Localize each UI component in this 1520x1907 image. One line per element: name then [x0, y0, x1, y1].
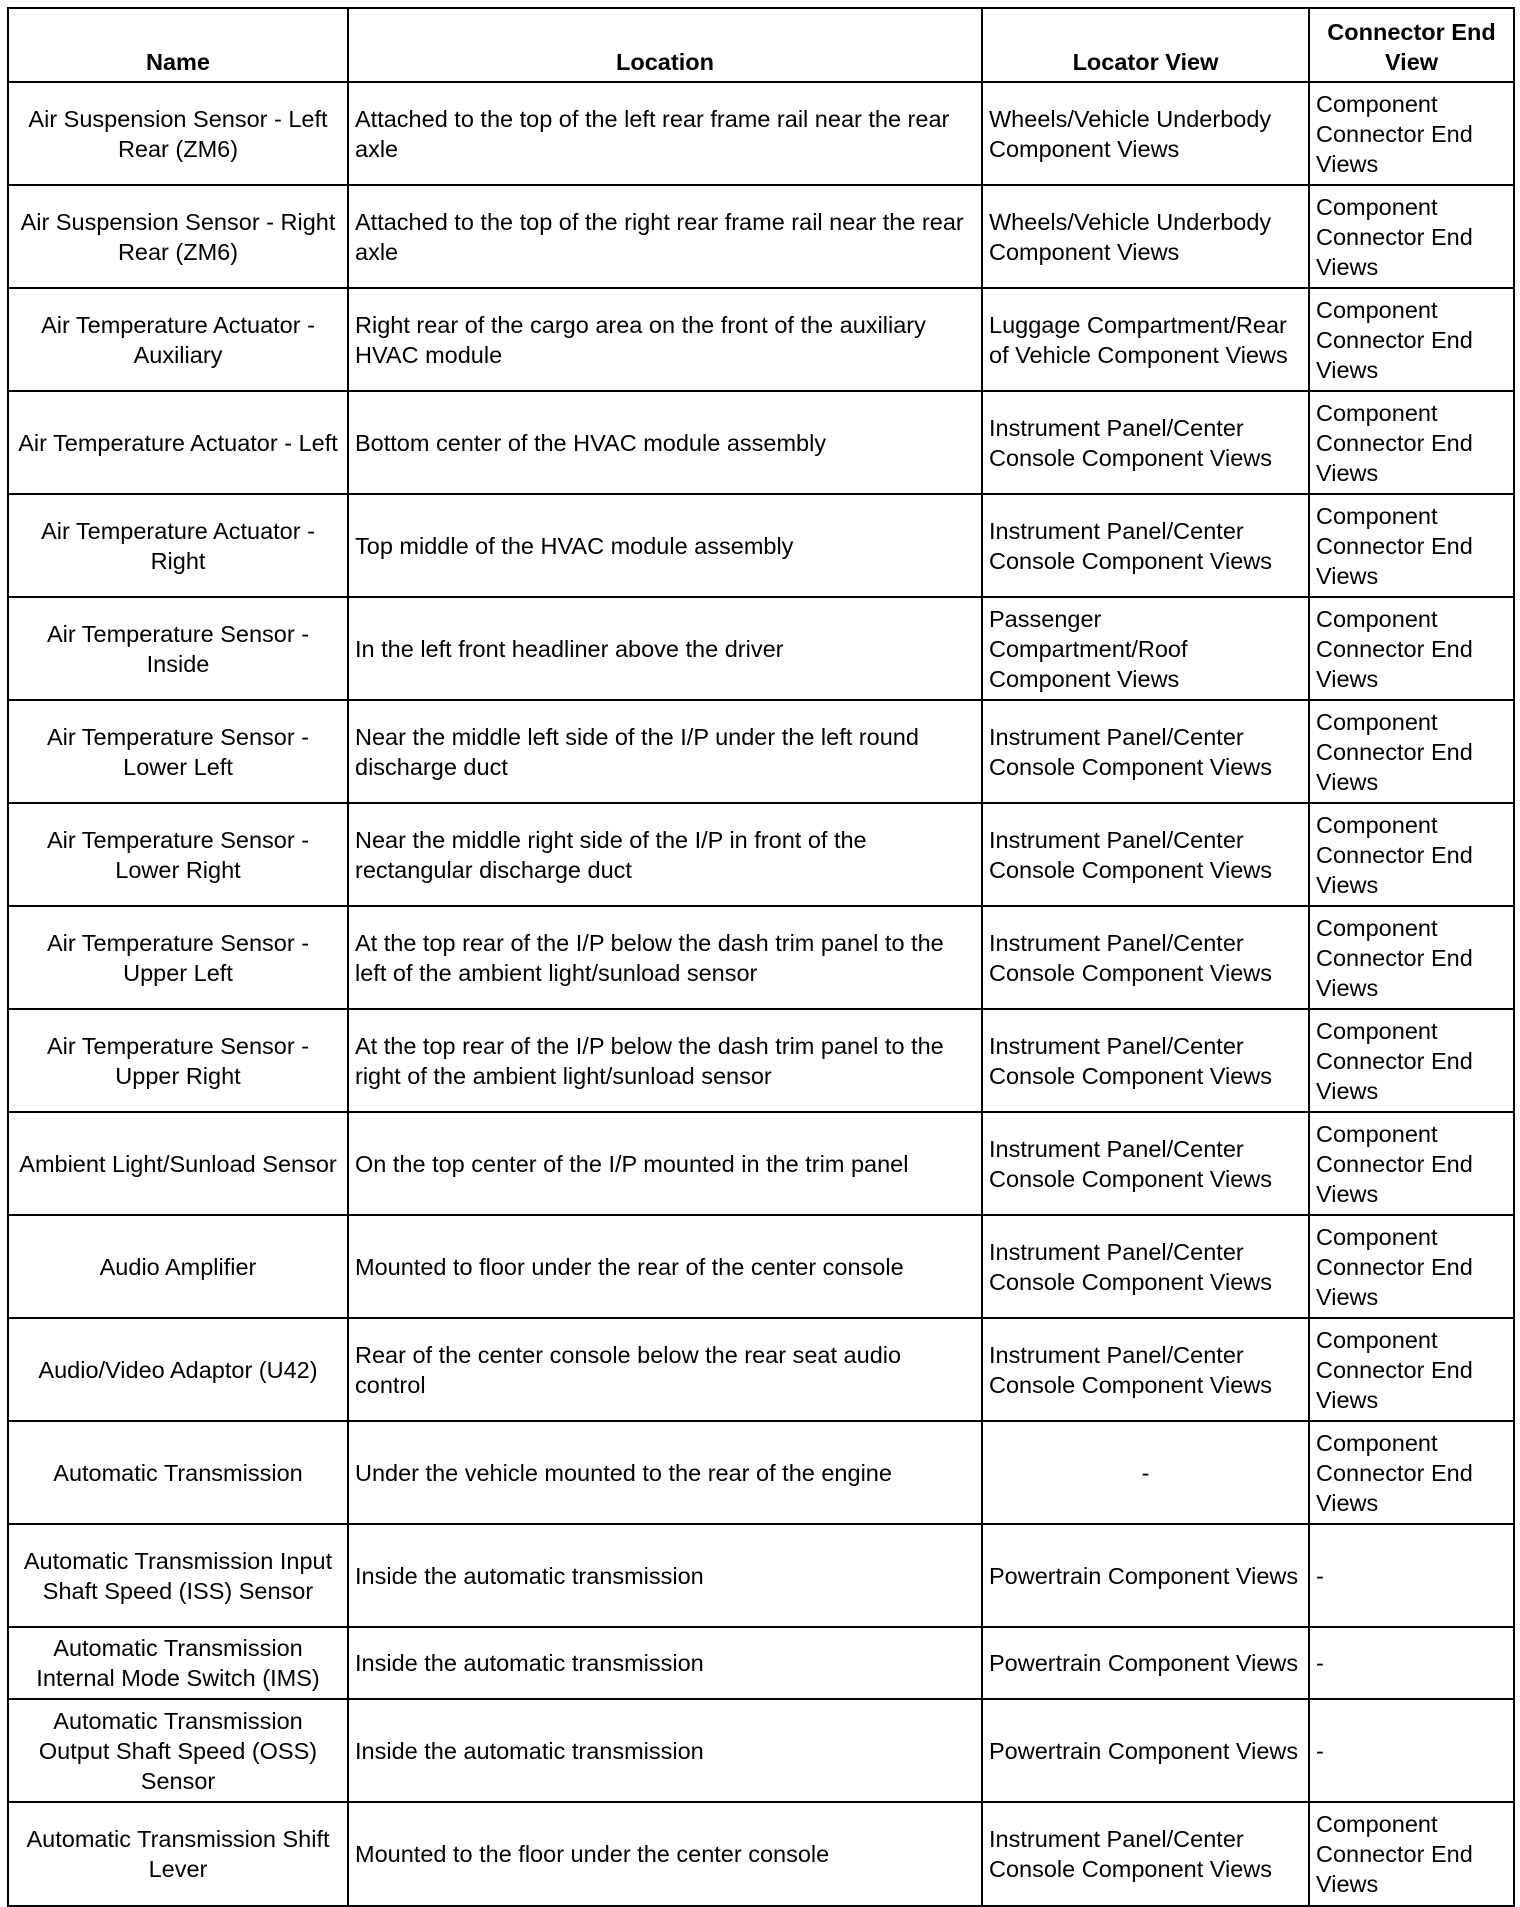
header-name: Name [8, 8, 348, 82]
table-row [8, 1318, 1514, 1421]
cell-location: Under the vehicle mounted to the rear of the engine [348, 1421, 982, 1524]
cell-location: Attached to the top of the right rear frame rail near the rear axle [348, 185, 982, 288]
cell-connector-end-view: Component Connector End Views [1309, 1318, 1514, 1421]
cell-location: Inside the automatic transmission [348, 1627, 982, 1699]
cell-name: Air Temperature Actuator - Right [8, 494, 348, 597]
cell-connector-end-view: Component Connector End Views [1309, 1802, 1514, 1906]
cell-connector-end-view: Component Connector End Views [1309, 700, 1514, 803]
cell-locator-view: Wheels/Vehicle Underbody Component Views [982, 82, 1309, 185]
cell-locator-view: Powertrain Component Views [982, 1699, 1309, 1802]
cell-location: Near the middle right side of the I/P in front of the rectangular discharge duct [348, 803, 982, 906]
cell-name: Air Temperature Actuator - Left [8, 391, 348, 494]
cell-location: Top middle of the HVAC module assembly [348, 494, 982, 597]
cell-connector-end-view: Component Connector End Views [1309, 1215, 1514, 1318]
table-row [8, 1524, 1514, 1627]
cell-connector-end-view: Component Connector End Views [1309, 1112, 1514, 1215]
cell-connector-end-view: Component Connector End Views [1309, 288, 1514, 391]
cell-location: In the left front headliner above the driver [348, 597, 982, 700]
table-row [8, 1627, 1514, 1699]
cell-locator-view: Instrument Panel/Center Console Component Views [982, 391, 1309, 494]
cell-name: Air Temperature Sensor - Lower Left [8, 700, 348, 803]
cell-locator-view: Wheels/Vehicle Underbody Component Views [982, 185, 1309, 288]
cell-connector-end-view: - [1309, 1627, 1514, 1699]
cell-connector-end-view: Component Connector End Views [1309, 82, 1514, 185]
cell-name: Air Temperature Sensor - Lower Right [8, 803, 348, 906]
cell-location: At the top rear of the I/P below the dash trim panel to the left of the ambient light/sunload sensor [348, 906, 982, 1009]
cell-name: Audio/Video Adaptor (U42) [8, 1318, 348, 1421]
cell-locator-view: Instrument Panel/Center Console Component Views [982, 906, 1309, 1009]
cell-name: Ambient Light/Sunload Sensor [8, 1112, 348, 1215]
cell-connector-end-view: Component Connector End Views [1309, 391, 1514, 494]
cell-name: Automatic Transmission Input Shaft Speed (ISS) Sensor [8, 1524, 348, 1627]
table-row [8, 494, 1514, 597]
cell-name: Automatic Transmission [8, 1421, 348, 1524]
cell-locator-view: Luggage Compartment/Rear of Vehicle Component Views [982, 288, 1309, 391]
cell-location: Inside the automatic transmission [348, 1699, 982, 1802]
table-row [8, 1802, 1514, 1906]
table-row [8, 1699, 1514, 1802]
cell-locator-view: Instrument Panel/Center Console Component Views [982, 1009, 1309, 1112]
header-locator-view: Locator View [982, 8, 1309, 82]
cell-name: Air Temperature Sensor - Inside [8, 597, 348, 700]
cell-location: Right rear of the cargo area on the front of the auxiliary HVAC module [348, 288, 982, 391]
table-row [8, 1009, 1514, 1112]
cell-connector-end-view: Component Connector End Views [1309, 803, 1514, 906]
table-row [8, 597, 1514, 700]
cell-connector-end-view: Component Connector End Views [1309, 1421, 1514, 1524]
cell-locator-view: Instrument Panel/Center Console Component Views [982, 1318, 1309, 1421]
cell-location: Inside the automatic transmission [348, 1524, 982, 1627]
cell-location: Rear of the center console below the rear seat audio control [348, 1318, 982, 1421]
cell-name: Automatic Transmission Shift Lever [8, 1802, 348, 1906]
cell-locator-view: Instrument Panel/Center Console Component Views [982, 700, 1309, 803]
cell-locator-view: Passenger Compartment/Roof Component Views [982, 597, 1309, 700]
cell-connector-end-view: - [1309, 1699, 1514, 1802]
table-row [8, 391, 1514, 494]
table-row [8, 803, 1514, 906]
cell-locator-view: Powertrain Component Views [982, 1627, 1309, 1699]
table-row [8, 1112, 1514, 1215]
cell-connector-end-view: Component Connector End Views [1309, 185, 1514, 288]
cell-locator-view: Instrument Panel/Center Console Component Views [982, 494, 1309, 597]
cell-name: Air Temperature Sensor - Upper Right [8, 1009, 348, 1112]
cell-location: Mounted to the floor under the center console [348, 1802, 982, 1906]
cell-location: At the top rear of the I/P below the dash trim panel to the right of the ambient light/sunload sensor [348, 1009, 982, 1112]
cell-connector-end-view: Component Connector End Views [1309, 1009, 1514, 1112]
cell-name: Air Suspension Sensor - Right Rear (ZM6) [8, 185, 348, 288]
table-row [8, 185, 1514, 288]
cell-locator-view: Instrument Panel/Center Console Component Views [982, 1802, 1309, 1906]
table-row [8, 288, 1514, 391]
header-row [8, 8, 1514, 82]
header-connector-end-view: Connector End View [1309, 8, 1514, 82]
cell-name: Air Temperature Sensor - Upper Left [8, 906, 348, 1009]
cell-connector-end-view: - [1309, 1524, 1514, 1627]
table-row [8, 1215, 1514, 1318]
cell-locator-view: - [982, 1421, 1309, 1524]
cell-location: On the top center of the I/P mounted in the trim panel [348, 1112, 982, 1215]
table-row [8, 1421, 1514, 1524]
cell-name: Automatic Transmission Internal Mode Switch (IMS) [8, 1627, 348, 1699]
cell-connector-end-view: Component Connector End Views [1309, 494, 1514, 597]
cell-locator-view: Powertrain Component Views [982, 1524, 1309, 1627]
table-row [8, 82, 1514, 185]
component-locator-table [7, 7, 1515, 1907]
cell-name: Air Suspension Sensor - Left Rear (ZM6) [8, 82, 348, 185]
cell-location: Attached to the top of the left rear frame rail near the rear axle [348, 82, 982, 185]
cell-name: Automatic Transmission Output Shaft Speed (OSS) Sensor [8, 1699, 348, 1802]
cell-name: Air Temperature Actuator - Auxiliary [8, 288, 348, 391]
cell-name: Audio Amplifier [8, 1215, 348, 1318]
table-row [8, 906, 1514, 1009]
cell-location: Bottom center of the HVAC module assembly [348, 391, 982, 494]
header-location: Location [348, 8, 982, 82]
cell-locator-view: Instrument Panel/Center Console Component Views [982, 1215, 1309, 1318]
cell-location: Near the middle left side of the I/P under the left round discharge duct [348, 700, 982, 803]
cell-location: Mounted to floor under the rear of the center console [348, 1215, 982, 1318]
table-row [8, 700, 1514, 803]
cell-locator-view: Instrument Panel/Center Console Component Views [982, 803, 1309, 906]
cell-locator-view: Instrument Panel/Center Console Component Views [982, 1112, 1309, 1215]
cell-connector-end-view: Component Connector End Views [1309, 906, 1514, 1009]
cell-connector-end-view: Component Connector End Views [1309, 597, 1514, 700]
